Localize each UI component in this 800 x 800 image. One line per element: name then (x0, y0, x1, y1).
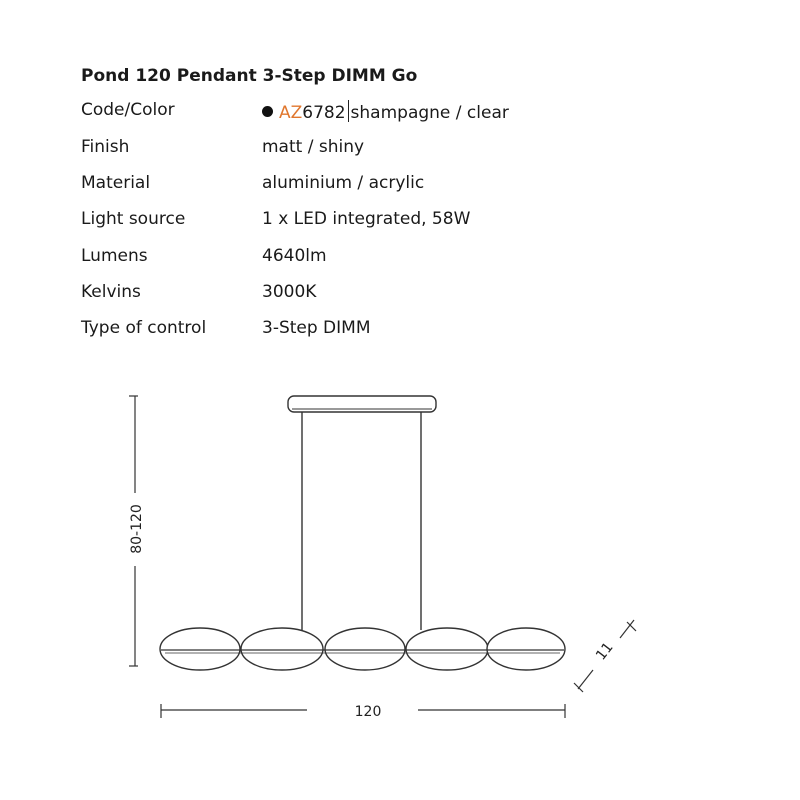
spec-label: Type of control (81, 318, 207, 338)
spec-label: Finish (81, 137, 130, 157)
width-dimension-label: 120 (354, 704, 382, 720)
spec-label: Kelvins (81, 282, 141, 302)
lamp-segment (241, 628, 323, 670)
spec-value: aluminium / acrylic (262, 173, 425, 193)
spec-value: 3000K (262, 282, 317, 302)
lamp-segment (325, 628, 405, 670)
spec-value: 3-Step DIMM (262, 318, 371, 338)
spec-label: Material (81, 173, 151, 193)
spec-value: 4640lm (262, 246, 327, 266)
spec-value: matt / shiny (262, 137, 365, 157)
spec-label: Code/Color (81, 100, 175, 120)
height-dimension-label: 80-120 (129, 504, 145, 554)
spec-label: Lumens (81, 246, 148, 266)
lamp-segment (406, 628, 488, 670)
depth-dimension-label: 11 (593, 639, 617, 664)
lamp-segment (160, 628, 240, 670)
spec-label: Light source (81, 209, 186, 229)
lamp-body (160, 628, 565, 670)
code-prefix: AZ (279, 103, 303, 123)
ceiling-canopy (288, 396, 436, 412)
lamp-segment (487, 628, 565, 670)
spec-value: 1 x LED integrated, 58W (262, 209, 471, 229)
code-color-text: shampagne / clear (350, 103, 509, 123)
code-number: 6782 (302, 103, 346, 123)
product-title: Pond 120 Pendant 3-Step DIMM Go (81, 66, 418, 86)
